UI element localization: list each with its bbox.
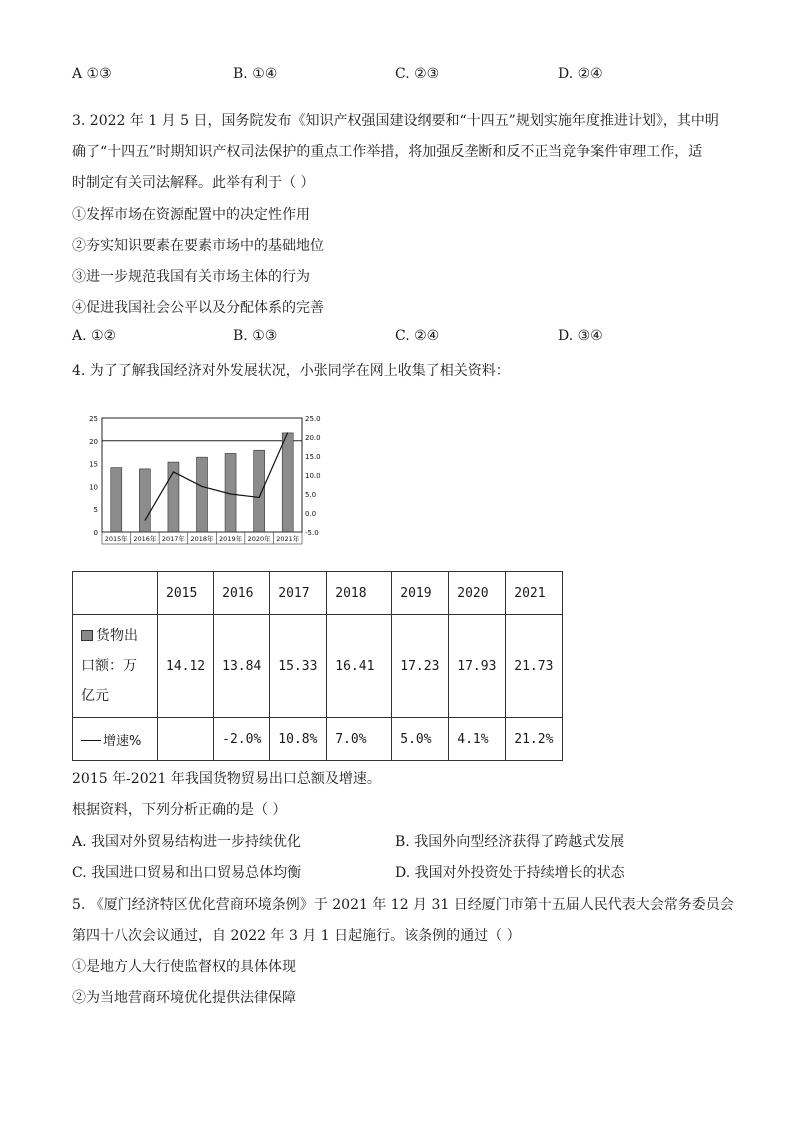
table-cell: 5.0% — [392, 718, 449, 761]
left-tick-label: 15 — [89, 460, 98, 469]
top-option-d[interactable]: D. ②④ — [558, 66, 603, 82]
row-label-part: 口额：万 — [81, 658, 137, 674]
table-row-growth — [73, 718, 563, 761]
q4-option-d[interactable]: D. 我国对外投资处于持续增长的状态 — [395, 865, 625, 881]
q5-stem-line1: 5. 《厦门经济特区优化营商环境条例》于 2021 年 12 月 31 日经厦门市第十五届人民代表大会常务委员会 — [72, 897, 734, 913]
q3-stem-line1: 3. 2022 年 1 月 5 日，国务院发布《知识产权强国建设纲要和“十四五”规划实施年度推进计划》，其中明 — [72, 113, 719, 129]
q4-intro: 4. 为了了解我国经济对外发展状况，小张同学在网上收集了相关资料： — [72, 363, 510, 379]
q4-caption: 2015 年-2021 年我国货物贸易出口总额及增速。 — [72, 771, 381, 787]
table-cell: 17.93 — [449, 615, 506, 718]
bar — [139, 469, 150, 532]
category-label: 2015年 — [104, 535, 128, 543]
table-year-cell: 2016 — [214, 572, 270, 615]
table-row-label-growth — [73, 718, 158, 761]
row-label-part: 亿元 — [81, 688, 109, 704]
growth-line — [145, 432, 288, 520]
table-cell: 21.73 — [506, 615, 563, 718]
left-tick-label: 10 — [89, 483, 98, 492]
right-tick-label: 15.0 — [305, 453, 321, 461]
table-cell: 17.23 — [392, 615, 449, 718]
export-chart — [80, 410, 340, 550]
table-cell: 4.1% — [449, 718, 506, 761]
top-option-a[interactable]: A ①③ — [72, 66, 112, 82]
right-tick-label: 20.0 — [305, 434, 321, 442]
left-tick-label: 0 — [93, 529, 98, 537]
table-corner-cell — [73, 572, 158, 615]
table-row-label-exports — [73, 615, 158, 718]
category-label: 2017年 — [161, 535, 185, 543]
table-cell: 14.12 — [158, 615, 214, 718]
bar — [197, 457, 208, 532]
right-tick-label: 25.0 — [305, 415, 321, 423]
table-cell: 7.0% — [327, 718, 392, 761]
left-tick-label: 5 — [93, 506, 98, 515]
bar — [282, 433, 293, 532]
row-label-part: 货物出 — [96, 628, 138, 644]
q3-option-a[interactable]: A. ①② — [72, 328, 117, 344]
table-year-cell: 2015 — [158, 572, 214, 615]
category-label: 2018年 — [190, 535, 214, 543]
table-year-cell: 2021 — [506, 572, 563, 615]
table-year-cell: 2018 — [327, 572, 392, 615]
bar — [254, 450, 265, 532]
row-label-part: 增速% — [103, 733, 142, 749]
top-option-c[interactable]: C. ②③ — [395, 66, 440, 82]
export-table — [72, 571, 563, 761]
q4-question: 根据资料，下列分析正确的是（ ） — [72, 802, 287, 818]
q3-item-3: ③进一步规范我国有关市场主体的行为 — [72, 269, 310, 285]
bar — [111, 468, 122, 532]
category-label: 2021年 — [276, 535, 300, 543]
table-cell: 21.2% — [506, 718, 563, 761]
right-tick-label: -5.0 — [305, 529, 319, 537]
category-label: 2020年 — [247, 535, 271, 543]
category-label: 2019年 — [219, 535, 243, 543]
q4-option-b[interactable]: B. 我国外向型经济获得了跨越式发展 — [395, 834, 625, 850]
table-year-cell: 2020 — [449, 572, 506, 615]
q3-item-2: ②夯实知识要素在要素市场中的基础地位 — [72, 238, 324, 254]
table-year-cell: 2019 — [392, 572, 449, 615]
table-cell: 10.8% — [270, 718, 327, 761]
right-tick-label: 5.0 — [305, 491, 317, 499]
q3-option-b[interactable]: B. ①③ — [233, 328, 278, 344]
left-tick-label: 20 — [89, 437, 98, 446]
right-tick-label: 0.0 — [305, 510, 317, 518]
q4-option-a[interactable]: A. 我国对外贸易结构进一步持续优化 — [72, 834, 302, 850]
table-cell — [158, 718, 214, 761]
q3-stem-line2: 确了“十四五”时期知识产权司法保护的重点工作举措，将加强反垄断和反不正当竞争案件审理工作，适 — [72, 144, 703, 160]
category-label: 2016年 — [133, 535, 157, 543]
q3-option-c[interactable]: C. ②④ — [395, 328, 440, 344]
q3-item-1: ①发挥市场在资源配置中的决定性作用 — [72, 207, 310, 223]
q5-item-2: ②为当地营商环境优化提供法律保障 — [72, 990, 296, 1006]
table-row-exports — [73, 615, 563, 718]
left-tick-label: 25 — [89, 415, 98, 423]
table-cell: -2.0% — [214, 718, 270, 761]
q3-stem-line3: 时制定有关司法解释。此举有利于（ ） — [72, 175, 315, 191]
table-cell: 13.84 — [214, 615, 270, 718]
q4-option-c[interactable]: C. 我国进口贸易和出口贸易总体均衡 — [72, 865, 302, 881]
q5-stem-line2: 第四十八次会议通过，自 2022 年 3 月 1 日起施行。该条例的通过（ ） — [72, 928, 521, 944]
table-year-cell: 2017 — [270, 572, 327, 615]
q3-item-4: ④促进我国社会公平以及分配体系的完善 — [72, 300, 324, 316]
top-option-b[interactable]: B. ①④ — [233, 66, 278, 82]
table-cell: 16.41 — [327, 615, 392, 718]
line-legend-swatch — [81, 740, 101, 741]
bar-legend-swatch — [81, 630, 93, 641]
q3-option-d[interactable]: D. ③④ — [558, 328, 603, 344]
table-cell: 15.33 — [270, 615, 327, 718]
right-tick-label: 10.0 — [305, 472, 321, 480]
q5-item-1: ①是地方人大行使监督权的具体体现 — [72, 959, 296, 975]
table-header-row — [73, 572, 563, 615]
